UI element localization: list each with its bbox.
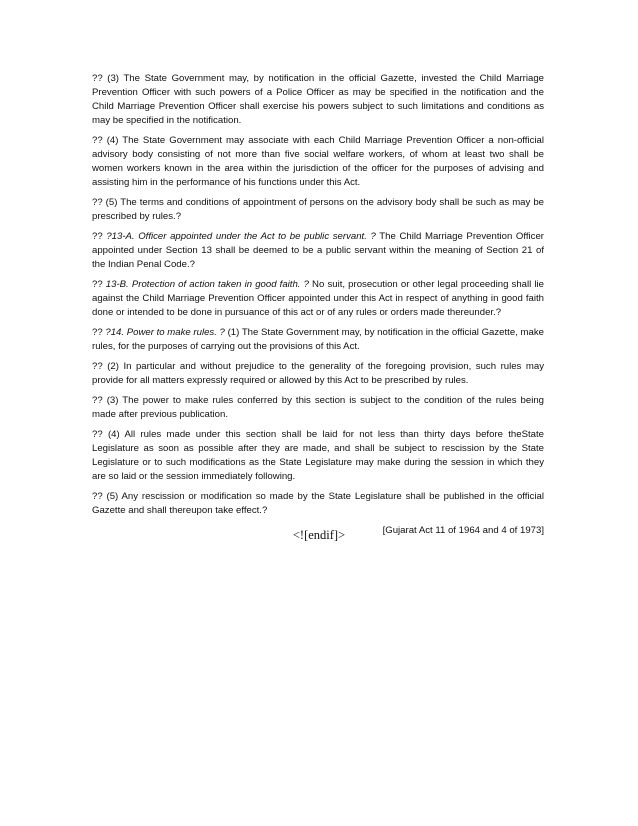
paragraph-5: ?? (5) The terms and conditions of appointment of persons on the advisory body shall be such as may be prescribed by rules.? [92, 197, 544, 222]
paragraph-3: ?? (3) The State Government may, by notification in the official Gazette, invested the Child Marriage Prevention Officer with such powers of a Police Officer as may be specified in the notification and the Child Marriage Prevention Officer shall exercise his powers subject to such limitations and conditions as may be specified in the notification. [92, 73, 544, 126]
section-13a-heading: ?13-A. Officer appointed under the Act to be public servant. ? [106, 231, 376, 242]
section-14-1: ?? ?14. Power to make rules. ? (1) The State Government may, by notification in the official Gazette, make rules, for the purposes of carrying out the provisions of this Act. [92, 327, 544, 352]
section-14-2: ?? (2) In particular and without prejudice to the generality of the foregoing provision, such rules may provide for all matters expressly required or allowed by this Act to be prescribed by rules. [92, 361, 544, 386]
section-13b: ?? 13-B. Protection of action taken in good faith. ? No suit, prosecution or other legal proceeding shall lie against the Child Marriage Prevention Officer appointed under this Act in respect of anything in good faith done or intended to be done in pursuance of this act or of any rules or orders made thereunder.? [92, 279, 544, 318]
section-14-5: ?? (5) Any rescission or modification so made by the State Legislature shall be published in the official Gazette and shall thereupon take effect.? [92, 491, 544, 516]
section-13b-heading: 13-B. Protection of action taken in good faith. ? [105, 279, 309, 290]
citation: [Gujarat Act 11 of 1964 and 4 of 1973] [382, 525, 544, 536]
document-body [92, 72, 544, 538]
endif-marker: <![endif]> [292, 528, 346, 542]
section-14-3: ?? (3) The power to make rules conferred by this section is subject to the condition of the rules being made after previous publication. [92, 395, 544, 420]
section-14-4: ?? (4) All rules made under this section shall be laid for not less than thirty days before theState Legislature as soon as possible after they are made, and shall be subject to rescission by the State Legislature or to such modifications as the State Legislature may make during the session in which they are so laid or the session immediately following. [92, 429, 544, 482]
section-13a: ?? ?13-A. Officer appointed under the Act to be public servant. ? The Child Marriage Prevention Officer appointed under Section 13 shall be deemed to be a public servant within the meaning of Section 21 of the Indian Penal Code.? [92, 231, 544, 270]
paragraph-4: ?? (4) The State Government may associate with each Child Marriage Prevention Officer a non-official advisory body consisting of not more than five social welfare workers, of whom at least two shall be women workers known in the area within the jurisdiction of the officer for the purposes of advising and assisting him in the performance of his functions under this Act. [92, 135, 544, 188]
section-14-heading: ?14. Power to make rules. ? [105, 327, 225, 338]
